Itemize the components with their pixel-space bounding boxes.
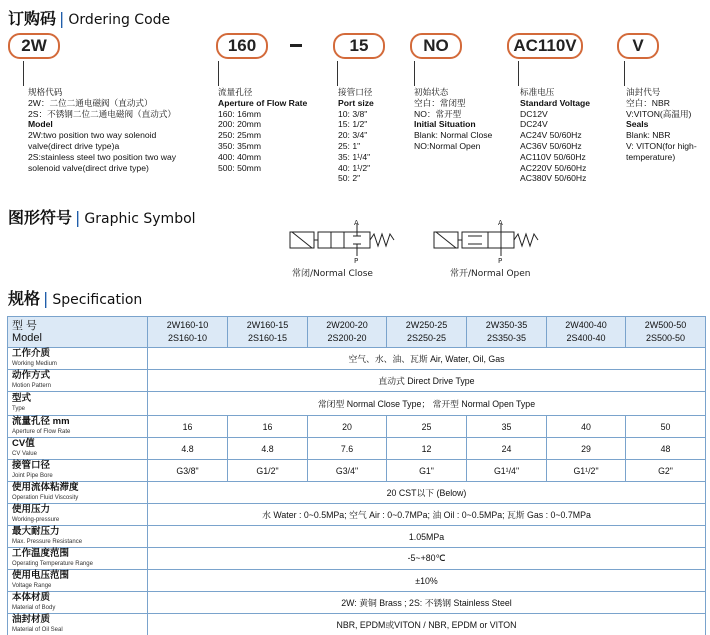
desc-line: 500: 50mm	[218, 162, 261, 173]
model-cell	[626, 317, 706, 348]
row-value: 直动式 Direct Drive Type	[148, 370, 706, 392]
connector-line	[218, 61, 219, 86]
row-label-en: Type	[12, 405, 26, 412]
model-2s: 2S350-35	[486, 333, 527, 343]
row-cell: 12	[387, 438, 467, 460]
row-label-en: Material of Body	[12, 604, 56, 611]
spec-row-aperture	[8, 416, 706, 438]
code-voltage: AC110V	[513, 36, 577, 55]
model-2w: 2W160-10	[166, 320, 209, 330]
model-2w: 2W500-50	[644, 320, 687, 330]
row-cell: G1/2"	[228, 460, 308, 482]
row-label-cn: 型式	[12, 392, 32, 404]
model-cell	[547, 317, 626, 348]
code-aperture: 160	[227, 36, 257, 55]
row-label-en: Aperture of Flow Rate	[12, 428, 71, 435]
row-value: NBR, EPDM或VITON / NBR, EPDM or VITON	[148, 614, 706, 635]
spec-row-type	[8, 392, 706, 416]
desc-line: 2W:two position two way solenoid	[28, 130, 157, 141]
code-box-aperture	[216, 33, 268, 59]
row-cell: 24	[467, 438, 547, 460]
desc-line: 流量孔径	[218, 87, 253, 97]
desc-line: Blank: NBR	[626, 130, 671, 141]
code-box-port	[333, 33, 385, 59]
model-2s: 2S160-10	[167, 333, 208, 343]
desc-line: 160: 16mm	[218, 108, 261, 119]
connector-line	[518, 61, 519, 86]
row-label-cn: 使用压力	[12, 503, 51, 515]
row-label	[8, 370, 148, 392]
port-p-label: P	[498, 257, 503, 265]
row-cell: 4.8	[228, 438, 308, 460]
desc-line: 350: 35mm	[218, 140, 261, 151]
desc-aperture	[218, 87, 307, 173]
spec-row-medium	[8, 348, 706, 370]
row-label	[8, 504, 148, 526]
row-label-cn: 使用电压范围	[12, 569, 70, 581]
desc-line: 10: 3/8"	[338, 108, 368, 119]
spec-row-viscosity	[8, 482, 706, 504]
row-label	[8, 548, 148, 570]
row-value: 1.05MPa	[148, 526, 706, 548]
desc-line: 规格代码	[28, 87, 63, 97]
desc-seal	[626, 87, 697, 163]
row-cell: 50	[626, 416, 706, 438]
desc-port	[338, 87, 374, 184]
row-cell: 35	[467, 416, 547, 438]
row-label-cn: 工作温度范围	[12, 547, 70, 559]
desc-line: Blank: Normal Close	[414, 130, 493, 141]
model-cell	[467, 317, 547, 348]
header-label-cell	[8, 317, 148, 348]
row-label-cn: 油封材质	[12, 613, 51, 625]
desc-line: temperature)	[626, 151, 676, 162]
row-cell: 29	[547, 438, 626, 460]
row-label	[8, 526, 148, 548]
spec-row-voltage	[8, 570, 706, 592]
normal-close-symbol-icon	[282, 220, 412, 266]
port-a-label: A	[354, 219, 359, 227]
spec-row-temperature	[8, 548, 706, 570]
model-2w: 2W400-40	[565, 320, 607, 330]
model-2w: 2W250-25	[405, 320, 448, 330]
ordering-title-cn: 订购码	[8, 9, 57, 28]
desc-line: 空白：常闭型	[414, 97, 466, 108]
row-label-cn: CV值	[12, 437, 35, 449]
row-value: 空气、水、油、瓦斯 Air, Water, Oil, Gas	[148, 348, 706, 370]
row-label-en: Operating Temperature Range	[12, 560, 93, 567]
row-value: 水 Water : 0~0.5MPa; 空气 Air : 0~0.7MPa; 油 Oil : 0~0.5MPa; 瓦斯 Gas : 0~0.7MPa	[148, 504, 706, 526]
row-cell: G2"	[626, 460, 706, 482]
desc-line: 25: 1"	[338, 140, 361, 151]
spec-row-motion	[8, 370, 706, 392]
row-label-en: Material of Oil Seal	[12, 626, 63, 633]
row-cell: 7.6	[308, 438, 387, 460]
desc-line: NO:Normal Open	[414, 140, 481, 151]
model-cell	[308, 317, 387, 348]
code-port: 15	[349, 36, 369, 55]
desc-line: Aperture of Flow Rate	[218, 97, 308, 108]
row-label-en: Motion Pattern	[12, 382, 52, 389]
code-box-voltage	[507, 33, 583, 59]
row-label-en: Operation Fluid Viscosity	[12, 494, 79, 501]
desc-line: 35: 1¹/4"	[338, 151, 371, 162]
row-label	[8, 592, 148, 614]
desc-line: 2S:stainless steel two position two way	[28, 151, 177, 162]
desc-line: 油封代号	[626, 87, 661, 97]
graphic-title-en: Graphic Symbol	[84, 211, 196, 227]
desc-line: AC110V 50/60Hz	[520, 151, 586, 162]
row-label	[8, 348, 148, 370]
code-box-model	[8, 33, 60, 59]
desc-line: 15: 1/2"	[338, 119, 368, 130]
connector-line	[23, 61, 24, 86]
desc-line: 接管口径	[338, 87, 373, 97]
spec-row-body	[8, 592, 706, 614]
row-label-cn: 工作介质	[12, 347, 51, 359]
row-label	[8, 460, 148, 482]
port-a-label: A	[498, 219, 503, 227]
desc-line: 空白：NBR	[626, 97, 670, 108]
heading-separator: |	[75, 208, 81, 227]
normal-open-symbol-icon	[426, 220, 556, 266]
row-label-en: Max. Pressure Resistance	[12, 538, 83, 545]
code-box-initial	[410, 33, 462, 59]
row-cell: 16	[148, 416, 228, 438]
graphic-title-cn: 图形符号	[8, 208, 73, 227]
spec-row-seal	[8, 614, 706, 635]
specification-heading	[8, 286, 142, 309]
row-label	[8, 482, 148, 504]
desc-line: 50: 2"	[338, 173, 361, 184]
row-cell: G3/4"	[308, 460, 387, 482]
model-2s: 2S250-25	[406, 333, 447, 343]
row-label-cn: 最大耐压力	[12, 525, 60, 537]
row-value: ±10%	[148, 570, 706, 592]
spec-row-pipe	[8, 460, 706, 482]
row-cell: 40	[547, 416, 626, 438]
desc-line: AC24V 50/60Hz	[520, 130, 582, 141]
model-2s: 2S160-15	[247, 333, 288, 343]
desc-initial	[414, 87, 492, 152]
desc-line: 20: 3/4"	[338, 130, 368, 141]
port-p-label: P	[354, 257, 359, 265]
specification-table	[7, 316, 706, 635]
row-label-cn: 流量孔径 mm	[12, 415, 70, 427]
row-label-en: Joint Pipe Bore	[12, 472, 53, 479]
model-cell	[387, 317, 467, 348]
desc-line: V: VITON(for high-	[626, 140, 697, 151]
heading-separator: |	[43, 289, 49, 308]
desc-line: solenoid valve(direct drive type)	[28, 162, 149, 173]
desc-voltage	[520, 87, 590, 184]
model-2s: 2S400-40	[566, 333, 606, 343]
ordering-title-en: Ordering Code	[68, 12, 171, 28]
desc-line: Port size	[338, 97, 374, 108]
row-label-en: Working Medium	[12, 360, 57, 367]
model-cell	[148, 317, 228, 348]
header-label-en: Model	[12, 332, 42, 344]
spec-title-en: Specification	[52, 292, 143, 308]
desc-line: DC24V	[520, 119, 548, 130]
row-label	[8, 392, 148, 416]
connector-line	[337, 61, 338, 86]
row-cell: 48	[626, 438, 706, 460]
row-label	[8, 438, 148, 460]
graphic-symbol-heading	[8, 205, 196, 228]
desc-line: Standard Voltage	[520, 97, 591, 108]
desc-line: V:VITON(高温用)	[626, 108, 692, 119]
desc-line: DC12V	[520, 108, 548, 119]
model-2w: 2W350-35	[485, 320, 528, 330]
row-cell: G1¹/2"	[547, 460, 626, 482]
desc-line: Model	[28, 119, 53, 130]
header-label-cn: 型 号	[12, 320, 38, 332]
row-label-cn: 本体材质	[12, 591, 51, 603]
row-value: 常闭型 Normal Close Type； 常开型 Normal Open Type	[148, 392, 706, 416]
heading-separator: |	[59, 9, 65, 28]
normal-close-caption: 常闭/Normal Close	[292, 269, 373, 279]
row-cell: 16	[228, 416, 308, 438]
desc-line: valve(direct drive type)a	[28, 140, 120, 151]
model-2s: 2S200-20	[327, 333, 367, 343]
spec-header-row	[8, 317, 706, 348]
row-cell: 20	[308, 416, 387, 438]
row-label-cn: 动作方式	[12, 369, 51, 381]
row-value: -5~+80℃	[148, 548, 706, 570]
connector-line	[414, 61, 415, 86]
desc-model	[28, 87, 176, 173]
spec-row-max-pressure	[8, 526, 706, 548]
row-label-en: CV Value	[12, 450, 37, 457]
row-label	[8, 614, 148, 635]
row-cell: G3/8"	[148, 460, 228, 482]
model-cell	[228, 317, 308, 348]
spec-title-cn: 规格	[8, 289, 41, 308]
row-cell: G1¹/4"	[467, 460, 547, 482]
model-2w: 2W200-20	[326, 320, 368, 330]
desc-line: 标准电压	[520, 87, 555, 97]
code-seal: V	[632, 36, 644, 55]
row-label	[8, 416, 148, 438]
desc-line: Seals	[626, 119, 649, 130]
row-label-en: Voltage Range	[12, 582, 52, 589]
spec-row-cv	[8, 438, 706, 460]
ordering-code-heading	[8, 6, 170, 29]
desc-line: NO：常开型	[414, 108, 462, 119]
code-initial: NO	[423, 36, 449, 55]
code-dash	[290, 44, 302, 47]
desc-line: 2W：二位二通电磁阀（直动式）	[28, 97, 153, 108]
row-value: 20 CST以下 (Below)	[148, 482, 706, 504]
desc-line: AC220V 50/60Hz	[520, 162, 587, 173]
row-value: 2W: 黄铜 Brass ; 2S: 不锈钢 Stainless Steel	[148, 592, 706, 614]
row-cell: G1"	[387, 460, 467, 482]
connector-line	[624, 61, 625, 86]
desc-line: 2S：不锈钢二位二通电磁阀（直动式）	[28, 108, 177, 119]
code-model: 2W	[21, 36, 47, 55]
row-cell: 25	[387, 416, 467, 438]
spec-row-pressure	[8, 504, 706, 526]
desc-line: 200: 20mm	[218, 119, 261, 130]
desc-line: 400: 40mm	[218, 151, 261, 162]
desc-line: 250: 25mm	[218, 130, 261, 141]
desc-line: AC380V 50/60Hz	[520, 173, 587, 184]
code-box-seal	[617, 33, 659, 59]
desc-line: Initial Situation	[414, 119, 476, 130]
row-label-cn: 接管口径	[12, 459, 51, 471]
row-cell: 4.8	[148, 438, 228, 460]
model-2s: 2S500-50	[645, 333, 686, 343]
desc-line: AC36V 50/60Hz	[520, 140, 582, 151]
model-2w: 2W160-15	[246, 320, 289, 330]
desc-line: 40: 1¹/2"	[338, 162, 371, 173]
row-label-en: Working-pressure	[12, 516, 60, 523]
normal-open-caption: 常开/Normal Open	[450, 269, 531, 279]
desc-line: 初始状态	[414, 87, 449, 97]
row-label-cn: 使用流体粘滞度	[12, 481, 79, 493]
row-label	[8, 570, 148, 592]
